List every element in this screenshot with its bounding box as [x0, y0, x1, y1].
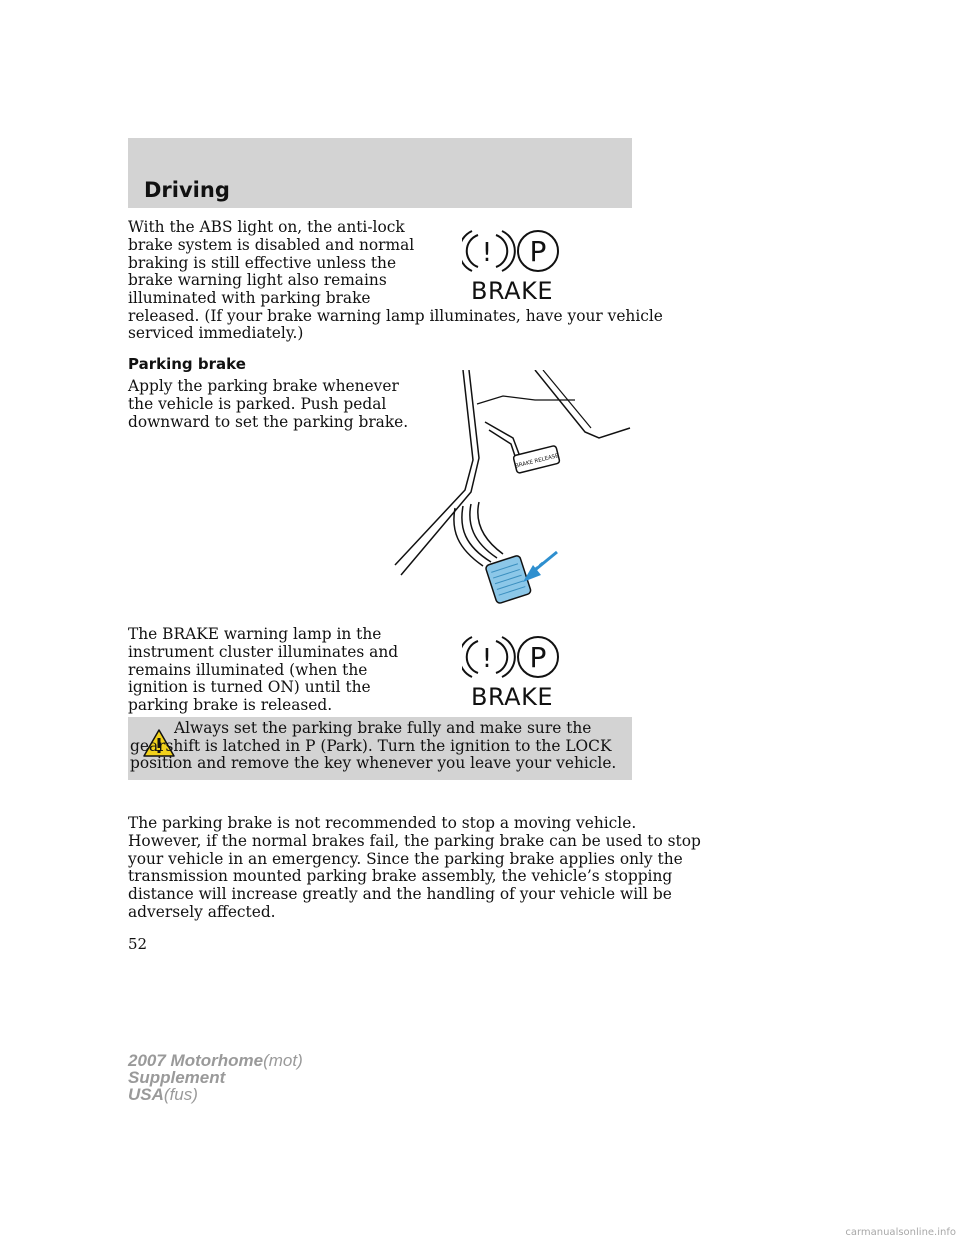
- lamp-brake-word: BRAKE: [471, 277, 553, 305]
- abs-line-5: illuminated with parking brake: [128, 289, 371, 307]
- lamp-line-3: remains illuminated (when the: [128, 661, 368, 679]
- lamp-line-1: The BRAKE warning lamp in the: [128, 625, 382, 643]
- footer-market: USA: [128, 1085, 164, 1104]
- footer-supplement: Supplement: [128, 1068, 226, 1087]
- abs-line-6: released. (If your brake warning lamp illuminates, have your vehicle: [128, 307, 663, 325]
- abs-line-4: brake warning light also remains: [128, 271, 387, 289]
- parking-brake-heading: Parking brake: [128, 355, 246, 373]
- closing-line-1: The parking brake is not recommended to stop a moving vehicle.: [128, 814, 637, 832]
- closing-line-4: transmission mounted parking brake assembly, the vehicle’s stopping: [128, 867, 673, 885]
- footer-market-code: (fus): [163, 1085, 198, 1104]
- abs-line-3: braking is still effective unless the: [128, 254, 397, 272]
- page-number: 52: [128, 935, 148, 953]
- lamp-line-5: parking brake is released.: [128, 696, 333, 714]
- brake-warning-lamp-icon: [462, 227, 562, 307]
- lamp-exclaim: !: [481, 644, 493, 674]
- closing-line-5: distance will increase greatly and the handling of your vehicle will be: [128, 885, 672, 903]
- section-title: Driving: [144, 178, 230, 202]
- footer-title-code: (mot): [263, 1051, 303, 1070]
- warning-box: [128, 717, 632, 780]
- closing-line-3: your vehicle in an emergency. Since the parking brake applies only the: [128, 850, 683, 868]
- footer-title: 2007 Motorhome: [128, 1051, 264, 1070]
- apply-line-1: Apply the parking brake whenever: [128, 377, 399, 395]
- brake-warning-lamp-icon: [462, 633, 562, 713]
- release-handle-label: BRAKE RELEASE: [514, 453, 560, 470]
- apply-line-3: downward to set the parking brake.: [128, 413, 409, 431]
- lamp-brake-word: BRAKE: [471, 683, 553, 711]
- lamp-p: P: [529, 235, 547, 268]
- warning-text: Always set the parking brake fully and make sure the gearshift is latched in P (Park). Turn the ignition to the LOCK position and remove the key whenever you leave your vehicle.: [130, 719, 617, 773]
- lamp-line-4: ignition is turned ON) until the: [128, 678, 371, 696]
- apply-line-2: the vehicle is parked. Push pedal: [128, 395, 387, 413]
- abs-line-7: serviced immediately.): [128, 324, 304, 342]
- lamp-line-2: instrument cluster illuminates and: [128, 643, 399, 661]
- parking-brake-pedal-illustration: [385, 370, 635, 615]
- lamp-exclaim: !: [481, 238, 493, 268]
- watermark-link[interactable]: carmanualsonline.info: [845, 1227, 956, 1238]
- document-footer: [128, 1052, 303, 1103]
- lamp-p: P: [529, 641, 547, 674]
- abs-line-2: brake system is disabled and normal: [128, 236, 415, 254]
- abs-line-1: With the ABS light on, the anti-lock: [128, 218, 405, 236]
- closing-line-2: However, if the normal brakes fail, the parking brake can be used to stop: [128, 832, 701, 850]
- closing-line-6: adversely affected.: [128, 903, 276, 921]
- section-header: [128, 138, 632, 208]
